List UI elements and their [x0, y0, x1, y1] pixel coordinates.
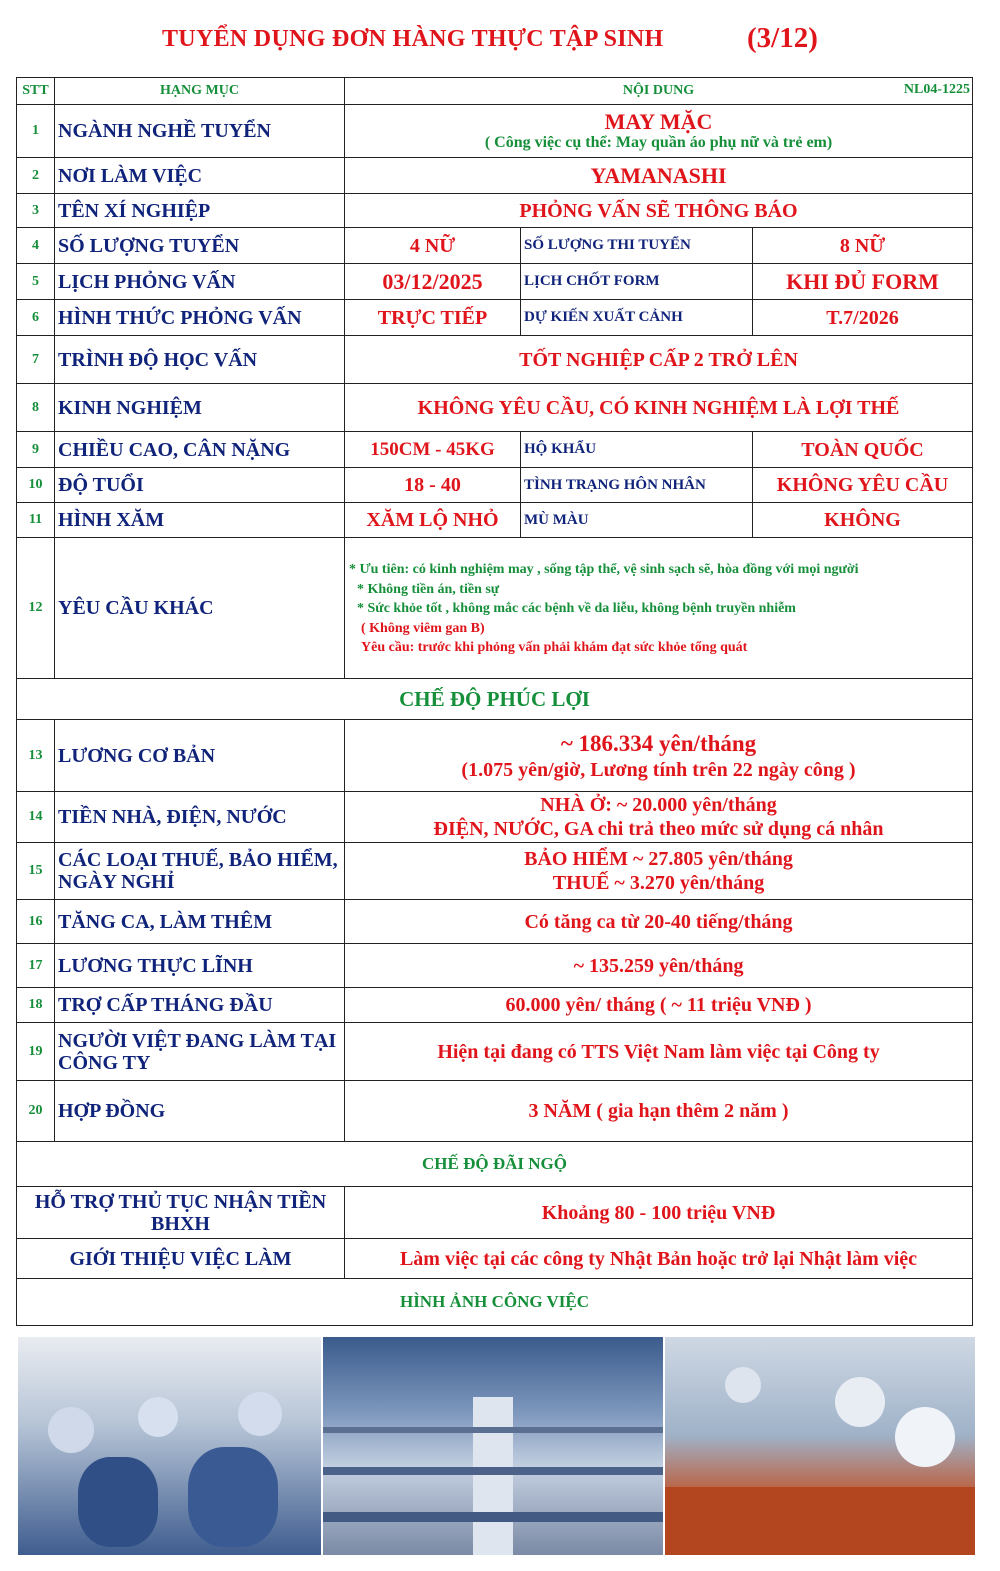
- table-row: [17, 1023, 973, 1081]
- section-benefits: CHẾ ĐỘ PHÚC LỢI: [17, 679, 973, 720]
- table-row: [17, 900, 973, 944]
- row-label: HỢP ĐỒNG: [55, 1081, 345, 1142]
- row-value: [345, 843, 973, 900]
- row-sublabel: SỐ LƯỢNG THI TUYỂN: [521, 228, 753, 264]
- row-subvalue: T.7/2026: [753, 300, 973, 336]
- row-sublabel: LỊCH CHỐT FORM: [521, 264, 753, 300]
- insurance-value: BẢO HIỂM ~ 27.805 yên/tháng: [524, 848, 793, 870]
- row-number: 9: [17, 432, 55, 468]
- row-value: YAMANASHI: [345, 158, 973, 194]
- row-number: 18: [17, 988, 55, 1023]
- row-value: Khoảng 80 - 100 triệu VNĐ: [345, 1187, 973, 1239]
- tax-value: THUẾ ~ 3.270 yên/tháng: [552, 872, 765, 894]
- row-label: CÁC LOẠI THUẾ, BẢO HIỂM, NGÀY NGHỈ: [55, 843, 345, 900]
- row-value: 3 NĂM ( gia hạn thêm 2 năm ): [345, 1081, 973, 1142]
- row-label: TRỢ CẤP THÁNG ĐẦU: [55, 988, 345, 1023]
- row-number: 2: [17, 158, 55, 194]
- other-requirements: [345, 538, 973, 679]
- requirement-line: * Sức khỏe tốt , không mắc các bệnh về da liễu, không bệnh truyền nhiễm: [357, 601, 796, 617]
- table-row: [17, 944, 973, 988]
- row-value: [345, 720, 973, 792]
- row-label: NGÀNH NGHỀ TUYỂN: [55, 105, 345, 158]
- table-row: [17, 432, 973, 468]
- requirement-line: Yêu cầu: trước khi phỏng vấn phải khám đạt sức khỏe tổng quát: [361, 640, 748, 656]
- section-photos: HÌNH ẢNH CÔNG VIỆC: [17, 1279, 973, 1326]
- page-title: [0, 22, 1000, 58]
- row-number: 6: [17, 300, 55, 336]
- row-value: TRỰC TIẾP: [345, 300, 521, 336]
- table-row: [17, 720, 973, 792]
- requirement-line: * Ưu tiên: có kinh nghiệm may , sống tập thể, vệ sinh sạch sẽ, hòa đồng với mọi người: [349, 562, 859, 578]
- row-label: HÌNH THỨC PHỎNG VẤN: [55, 300, 345, 336]
- workers-sewing-photo: [18, 1337, 321, 1555]
- row-number: 16: [17, 900, 55, 944]
- title-date: (3/12): [747, 22, 818, 54]
- housing-detail: ĐIỆN, NƯỚC, GA chi trả theo mức sử dụng cá nhân: [433, 818, 884, 840]
- row-label: CHIỀU CAO, CÂN NẶNG: [55, 432, 345, 468]
- section-treatment: CHẾ ĐỘ ĐÃI NGỘ: [17, 1142, 973, 1187]
- job-info-table: [16, 77, 973, 1326]
- row-number: 14: [17, 792, 55, 843]
- table-row: [17, 988, 973, 1023]
- row-label: TÊN XÍ NGHIỆP: [55, 194, 345, 228]
- row-sublabel: TÌNH TRẠNG HÔN NHÂN: [521, 468, 753, 503]
- table-row: [17, 1081, 973, 1142]
- factory-floor-photo: [323, 1337, 663, 1555]
- row-label: TĂNG CA, LÀM THÊM: [55, 900, 345, 944]
- row-sublabel: MÙ MÀU: [521, 503, 753, 538]
- requirement-line: ( Không viêm gan B): [361, 620, 485, 636]
- row-value: ~ 135.259 yên/tháng: [345, 944, 973, 988]
- table-row: [17, 1239, 973, 1279]
- table-row: [17, 158, 973, 194]
- section-header: [17, 1279, 973, 1326]
- row-number: 7: [17, 336, 55, 384]
- row-value: TỐT NGHIỆP CẤP 2 TRỞ LÊN: [345, 336, 973, 384]
- header-category: HẠNG MỤC: [55, 78, 345, 105]
- row-subvalue: KHÔNG: [753, 503, 973, 538]
- row-label: YÊU CẦU KHÁC: [55, 538, 345, 679]
- title-main: TUYỂN DỤNG ĐƠN HÀNG THỰC TẬP SINH: [162, 26, 664, 52]
- salary-detail: (1.075 yên/giờ, Lương tính trên 22 ngày công ): [461, 758, 856, 781]
- section-header: [17, 679, 973, 720]
- row-subvalue: TOÀN QUỐC: [753, 432, 973, 468]
- row-number: 15: [17, 843, 55, 900]
- row-label: NGƯỜI VIỆT ĐANG LÀM TẠI CÔNG TY: [55, 1023, 345, 1081]
- row-number: 4: [17, 228, 55, 264]
- table-row: [17, 228, 973, 264]
- row-number: 1: [17, 105, 55, 158]
- row-label: KINH NGHIỆM: [55, 384, 345, 432]
- row-sublabel: HỘ KHẨU: [521, 432, 753, 468]
- table-row: [17, 538, 973, 679]
- row-label: LỊCH PHỎNG VẤN: [55, 264, 345, 300]
- table-header: [17, 78, 973, 105]
- row-value: Hiện tại đang có TTS Việt Nam làm việc tại Công ty: [345, 1023, 973, 1081]
- row-number: 5: [17, 264, 55, 300]
- row-value: [345, 105, 973, 158]
- work-photos: [18, 1337, 975, 1555]
- row-label: TIỀN NHÀ, ĐIỆN, NƯỚC: [55, 792, 345, 843]
- row-label: SỐ LƯỢNG TUYỂN: [55, 228, 345, 264]
- table-row: [17, 264, 973, 300]
- row-value: 03/12/2025: [345, 264, 521, 300]
- row-label: NƠI LÀM VIỆC: [55, 158, 345, 194]
- row-subvalue: KHI ĐỦ FORM: [753, 264, 973, 300]
- row-value: [345, 792, 973, 843]
- table-row: [17, 300, 973, 336]
- row-label: ĐỘ TUỔI: [55, 468, 345, 503]
- row-number: 3: [17, 194, 55, 228]
- table-row: [17, 194, 973, 228]
- row-number: 19: [17, 1023, 55, 1081]
- row-value: XĂM LỘ NHỎ: [345, 503, 521, 538]
- row-number: 10: [17, 468, 55, 503]
- housing-value: NHÀ Ở: ~ 20.000 yên/tháng: [540, 794, 777, 816]
- table-row: [17, 503, 973, 538]
- row-value: 18 - 40: [345, 468, 521, 503]
- row-subvalue: KHÔNG YÊU CẦU: [753, 468, 973, 503]
- row-value: KHÔNG YÊU CẦU, CÓ KINH NGHIỆM LÀ LỢI THẾ: [345, 384, 973, 432]
- section-header: [17, 1142, 973, 1187]
- table-row: [17, 336, 973, 384]
- row-number: 12: [17, 538, 55, 679]
- table-row: [17, 468, 973, 503]
- header-content-label: NỘI DUNG: [622, 83, 695, 98]
- row-value: 4 NỮ: [345, 228, 521, 264]
- row-number: 11: [17, 503, 55, 538]
- row-value: Làm việc tại các công ty Nhật Bản hoặc trở lại Nhật làm việc: [345, 1239, 973, 1279]
- row-label: GIỚI THIỆU VIỆC LÀM: [17, 1239, 345, 1279]
- row-label: LƯƠNG THỰC LĨNH: [55, 944, 345, 988]
- row-label: TRÌNH ĐỘ HỌC VẤN: [55, 336, 345, 384]
- row-number: 8: [17, 384, 55, 432]
- table-row: [17, 843, 973, 900]
- salary-value: ~ 186.334 yên/tháng: [560, 730, 757, 756]
- row-sublabel: DỰ KIẾN XUẤT CẢNH: [521, 300, 753, 336]
- row-subvalue: 8 NỮ: [753, 228, 973, 264]
- table-row: [17, 384, 973, 432]
- row-number: 20: [17, 1081, 55, 1142]
- job-field: MAY MẶC: [604, 109, 713, 134]
- job-detail: ( Công việc cụ thể: May quần áo phụ nữ và trẻ em): [484, 134, 833, 151]
- order-code: NL04-1225: [903, 82, 971, 97]
- row-value: 60.000 yên/ tháng ( ~ 11 triệu VNĐ ): [345, 988, 973, 1023]
- row-value: Có tăng ca từ 20-40 tiếng/tháng: [345, 900, 973, 944]
- sewing-line-photo: [665, 1337, 975, 1555]
- header-stt: STT: [17, 78, 55, 105]
- row-number: 17: [17, 944, 55, 988]
- row-label: HỖ TRỢ THỦ TỤC NHẬN TIỀN BHXH: [17, 1187, 345, 1239]
- table-row: [17, 1187, 973, 1239]
- row-value: PHỎNG VẤN SẼ THÔNG BÁO: [345, 194, 973, 228]
- row-label: HÌNH XĂM: [55, 503, 345, 538]
- row-value: 150CM - 45KG: [345, 432, 521, 468]
- row-number: 13: [17, 720, 55, 792]
- table-row: [17, 792, 973, 843]
- table-row: [17, 105, 973, 158]
- requirement-line: * Không tiền án, tiền sự: [357, 581, 500, 597]
- row-label: LƯƠNG CƠ BẢN: [55, 720, 345, 792]
- header-content: [345, 78, 973, 105]
